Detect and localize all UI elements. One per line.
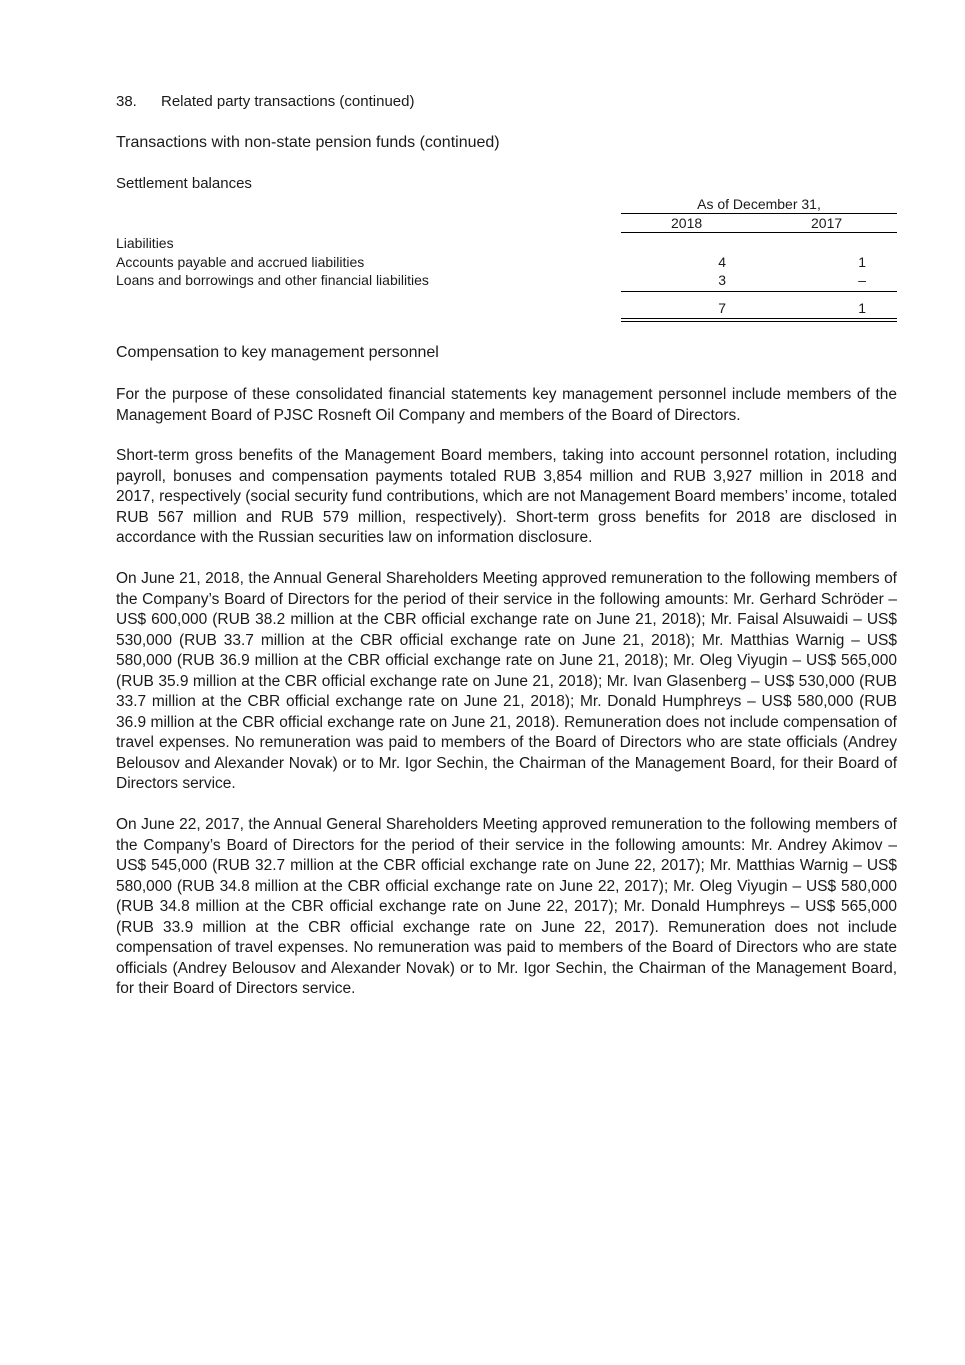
liabilities-label: Liabilities: [116, 235, 174, 251]
row-label: Loans and borrowings and other financial liabilities: [116, 272, 429, 288]
paragraph-short-term-benefits: Short-term gross benefits of the Management Board members, taking into account personnel rotation, including payroll, bonuses and compensation payments totaled RUB 3,854 million and RUB 3,927 million in 2018 and 2017, respectively (social security fund contributions, which are not Management Board members’ income, totaled RUB 567 million and RUB 579 million, respectively). Short-term gross benefits for 2018 are disclosed in accordance with the Russian securities law on information disclosure.: [116, 447, 897, 546]
section-title-text: Related party transactions (continued): [161, 93, 415, 110]
table-total-row: [116, 300, 897, 318]
table-header: [621, 196, 897, 233]
total-2018: 7: [718, 300, 726, 316]
subtotal-rule: [621, 291, 897, 292]
paragraph-remuneration-2018: On June 21, 2018, the Annual General Shareholders Meeting approved remuneration to the following members of the Company’s Board of Directors for the period of their service in the following amounts: Mr. Gerhard Schröder – US$ 600,000 (RUB 38.2 million at the CBR official exchange rate on June 21, 2018); Mr. Faisal Alsuwaidi – US$ 530,000 (RUB 33.7 million at the CBR official exchange rate on June 21, 2018); Mr. Matthias Warnig – US$ 580,000 (RUB 36.9 million at the CBR official exchange rate on June 21, 2018); Mr. Oleg Viyugin – US$ 565,000 (RUB 35.9 million at the CBR official exchange rate on June 21, 2018); Mr. Ivan Glasenberg – US$ 530,000 (RUB 33.7 million at the CBR official exchange rate on June 21, 2018); Mr. Donald Humphreys – US$ 580,000 (RUB 36.9 million at the CBR official exchange rate on June 21, 2018). Remuneration does not include compensation of travel expenses. No remuneration was paid to members of the Board of Directors who are state officials (Andrey Belousov and Alexander Novak) or to Mr. Igor Sechin, the Chairman of the Management Board, for their Board of Directors service.: [116, 570, 897, 792]
paragraph-key-personnel: For the purpose of these consolidated financial statements key management personnel include members of the Management Board of PJSC Rosneft Oil Company and members of the Board of Directors.: [116, 386, 897, 424]
table-period-header: As of December 31,: [697, 196, 821, 212]
years-rule: [621, 232, 897, 233]
subsection-title: Transactions with non-state pension funds (continued): [116, 134, 500, 151]
compensation-heading: Compensation to key management personnel: [116, 344, 439, 361]
row-label: Accounts payable and accrued liabilities: [116, 254, 365, 270]
total-2017: 1: [858, 300, 866, 316]
section-number: 38.: [116, 93, 137, 110]
row-value-2018: 3: [718, 272, 726, 288]
table-row: [116, 272, 897, 290]
section-title: [116, 93, 414, 110]
year-columns: [621, 214, 897, 232]
table-group-label: [116, 235, 897, 253]
row-value-2017: 1: [858, 254, 866, 270]
total-double-rule: [621, 318, 897, 322]
column-2017: 2017: [811, 215, 843, 231]
row-value-2017: –: [858, 272, 866, 288]
paragraph-remuneration-2017: On June 22, 2017, the Annual General Shareholders Meeting approved remuneration to the following members of the Company’s Board of Directors for the period of their service in the following amounts: Mr. Andrey Akimov – US$ 545,000 (RUB 32.7 million at the CBR official exchange rate on June 22, 2017); Mr. Matthias Warnig – US$ 580,000 (RUB 34.8 million at the CBR official exchange rate on June 22, 2017); Mr. Oleg Viyugin – US$ 580,000 (RUB 34.8 million at the CBR official exchange rate on June 22, 2017); Mr. Donald Humphreys – US$ 565,000 (RUB 33.9 million at the CBR official exchange rate on June 22, 2017). Remuneration does not include compensation of travel expenses. No remuneration was paid to members of the Board of Directors who are state officials (Andrey Belousov and Alexander Novak) or to Mr. Igor Sechin, the Chairman of the Management Board, for their Board of Directors service.: [116, 816, 897, 997]
column-2018: 2018: [671, 215, 703, 231]
settlement-heading: Settlement balances: [116, 175, 252, 192]
table-row: [116, 254, 897, 272]
row-value-2018: 4: [718, 254, 726, 270]
